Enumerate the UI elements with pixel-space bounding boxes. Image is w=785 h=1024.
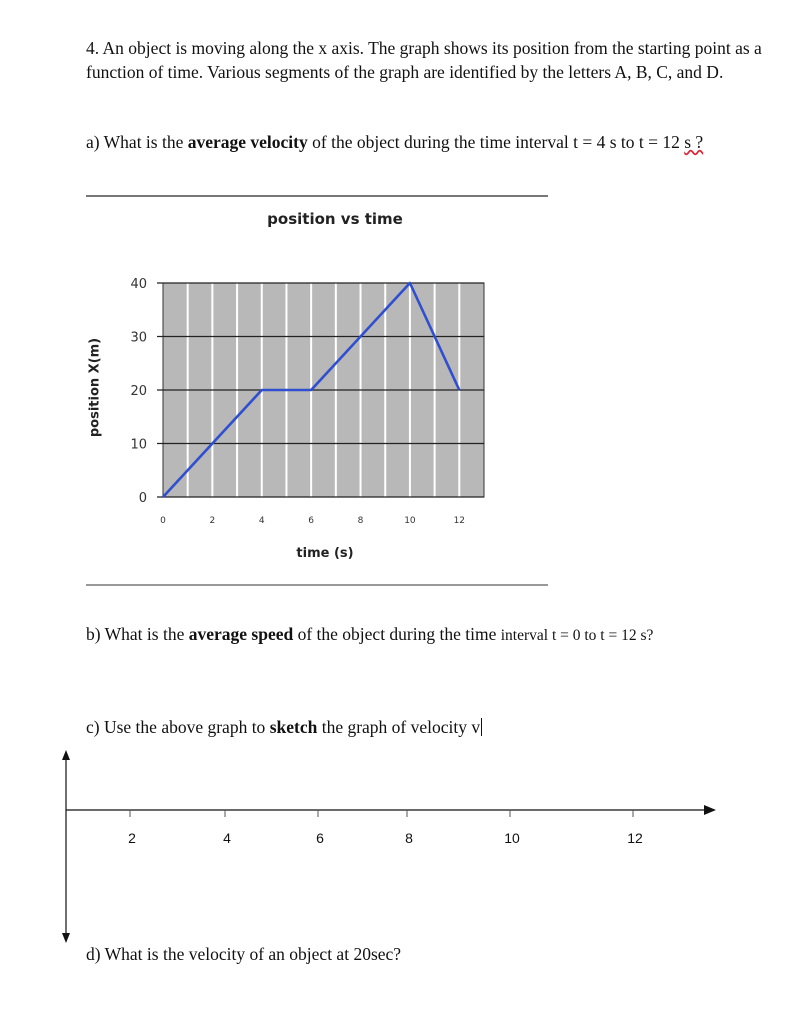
chart-ylabel: position X(m) (87, 337, 103, 438)
question-b-mid: of the object during the time (293, 624, 501, 644)
chart-xlabel: time (s) (296, 546, 354, 561)
question-b-small: interval t = 0 to t = 12 s? (500, 627, 654, 644)
x-tick-label: 12 (453, 516, 466, 526)
sketch-x-tick-label: 4 (223, 830, 231, 846)
sketch-x-tick-label: 2 (128, 830, 136, 846)
x-tick-label: 2 (209, 516, 216, 526)
question-a-prefix: a) What is the (86, 132, 188, 152)
question-b-prefix: b) What is the (86, 624, 189, 644)
arrow-down-icon (62, 933, 70, 943)
x-tick-label: 10 (404, 516, 416, 526)
sketch-x-tick-label: 6 (316, 830, 324, 846)
question-a-bold: average velocity (187, 132, 308, 152)
question-b-bold: average speed (188, 624, 294, 644)
y-tick-label: 30 (130, 330, 147, 346)
arrow-up-icon (62, 750, 70, 760)
y-tick-label: 40 (130, 277, 147, 292)
x-tick-label: 8 (357, 516, 364, 526)
question-c-bold: sketch (269, 717, 318, 737)
question-d: d) What is the velocity of an object at 20sec? (86, 944, 402, 964)
arrow-right-icon (704, 805, 716, 815)
question-a-mid: of the object during the time interval t = 4 s to t = 12 (307, 132, 685, 152)
x-tick-label: 0 (160, 516, 166, 526)
sketch-x-tick-label: 10 (504, 830, 520, 846)
chart-title: position vs time (267, 210, 403, 228)
x-tick-label: 6 (308, 516, 315, 526)
x-tick-label: 4 (258, 516, 265, 526)
sketch-x-tick-label: 8 (405, 830, 413, 846)
y-tick-label: 20 (130, 384, 147, 399)
question-c-prefix: c) Use the above graph to (86, 717, 270, 737)
question-number: 4. (86, 38, 100, 58)
question-4-text: An object is moving along the x axis. The graph shows its position from the starting point as a function of time. Various segments of the graph are identified by the letters A, B, C, and D. (86, 38, 762, 82)
question-c-suffix: the graph of velocity v (317, 717, 481, 737)
question-a-underlined: s ? (684, 132, 704, 152)
sketch-x-tick-label: 12 (627, 830, 643, 846)
y-tick-label: 10 (130, 437, 147, 453)
y-tick-label: 0 (138, 491, 147, 506)
